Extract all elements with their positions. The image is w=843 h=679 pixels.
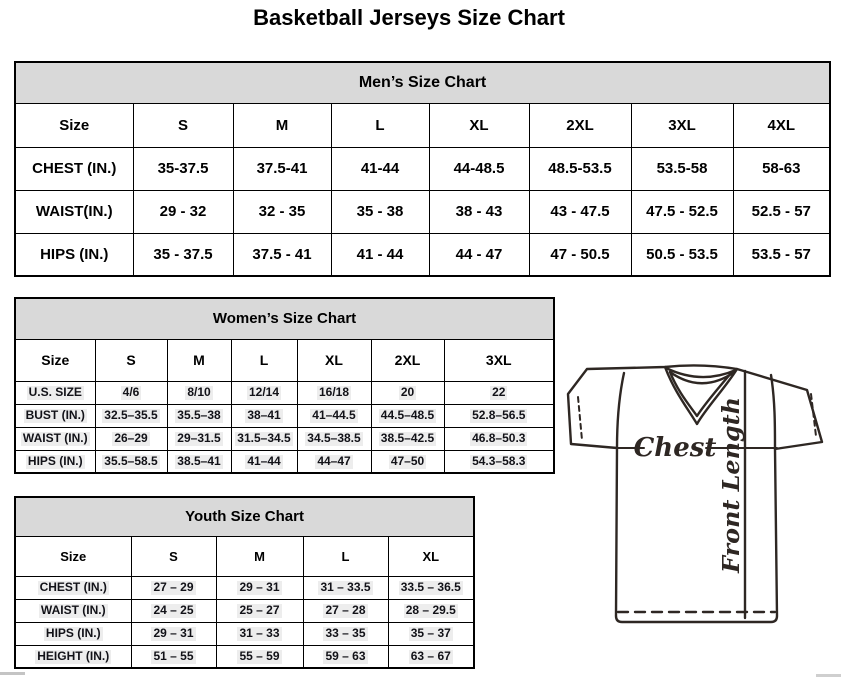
table-cell: 48.5-53.5 — [529, 147, 631, 190]
table-cell: 24 – 25 — [131, 599, 216, 622]
table-cell: 29 – 31 — [131, 622, 216, 645]
table-cell: 35 – 37 — [388, 622, 474, 645]
youth-size-header-cell: XL — [388, 536, 474, 576]
womens-size-header-cell: S — [95, 339, 167, 381]
youth-chart-title-row — [15, 497, 474, 536]
womens-size-chart-table — [14, 297, 555, 474]
table-cell: 58-63 — [733, 147, 830, 190]
youth-waist-row — [15, 599, 474, 622]
mens-hips-row — [15, 233, 830, 276]
chest-label: Chest — [633, 433, 717, 463]
table-cell: 41–44 — [231, 450, 297, 473]
row-label: WAIST (IN.) — [15, 427, 95, 450]
table-cell: 52.8–56.5 — [444, 404, 554, 427]
table-cell: 31.5–34.5 — [231, 427, 297, 450]
table-cell: 28 – 29.5 — [388, 599, 474, 622]
womens-chart-title: Women’s Size Chart — [15, 298, 554, 339]
row-label: CHEST (IN.) — [15, 147, 133, 190]
mens-size-header-cell: 2XL — [529, 103, 631, 147]
womens-size-header-cell: L — [231, 339, 297, 381]
table-cell: 38.5–42.5 — [371, 427, 444, 450]
youth-chest-row — [15, 576, 474, 599]
youth-size-header-cell: L — [303, 536, 388, 576]
front-length-label: Front Length — [718, 403, 745, 573]
table-cell: 16/18 — [297, 381, 371, 404]
table-cell: 38 - 43 — [429, 190, 529, 233]
table-cell: 52.5 - 57 — [733, 190, 830, 233]
table-cell: 8/10 — [167, 381, 231, 404]
womens-size-header-cell: 2XL — [371, 339, 444, 381]
table-cell: 32.5–35.5 — [95, 404, 167, 427]
table-cell: 4/6 — [95, 381, 167, 404]
jersey-diagram-svg — [558, 360, 842, 626]
table-cell: 44 - 47 — [429, 233, 529, 276]
mens-size-chart-table — [14, 61, 831, 277]
table-cell: 35 - 38 — [331, 190, 429, 233]
table-cell: 29–31.5 — [167, 427, 231, 450]
mens-chart-title: Men’s Size Chart — [15, 62, 830, 103]
left-cuff-dashed-line — [578, 397, 582, 440]
table-cell: 38.5–41 — [167, 450, 231, 473]
table-cell: 33.5 – 36.5 — [388, 576, 474, 599]
table-cell: 53.5 - 57 — [733, 233, 830, 276]
mens-size-header-cell: 3XL — [631, 103, 733, 147]
youth-chart-title: Youth Size Chart — [15, 497, 474, 536]
mens-waist-row — [15, 190, 830, 233]
row-label: CHEST (IN.) — [15, 576, 131, 599]
table-cell: 35.5–58.5 — [95, 450, 167, 473]
table-cell: 41 - 44 — [331, 233, 429, 276]
table-cell: 35 - 37.5 — [133, 233, 233, 276]
youth-size-header-cell: M — [216, 536, 303, 576]
table-cell: 35.5–38 — [167, 404, 231, 427]
table-cell: 44-48.5 — [429, 147, 529, 190]
hscrollbar-left-fragment[interactable] — [0, 672, 25, 675]
table-cell: 50.5 - 53.5 — [631, 233, 733, 276]
table-cell: 43 - 47.5 — [529, 190, 631, 233]
table-cell: 51 – 55 — [131, 645, 216, 668]
womens-size-header-cell: 3XL — [444, 339, 554, 381]
table-cell: 26–29 — [95, 427, 167, 450]
mens-chart-title-row — [15, 62, 830, 103]
table-cell: 25 – 27 — [216, 599, 303, 622]
row-label: WAIST (IN.) — [15, 599, 131, 622]
table-cell: 33 – 35 — [303, 622, 388, 645]
row-label: HIPS (IN.) — [15, 622, 131, 645]
womens-bust-row — [15, 404, 554, 427]
table-cell: 32 - 35 — [233, 190, 331, 233]
table-cell: 47.5 - 52.5 — [631, 190, 733, 233]
youth-size-header-cell: S — [131, 536, 216, 576]
youth-size-header-row — [15, 536, 474, 576]
mens-size-header-cell: S — [133, 103, 233, 147]
womens-waist-row — [15, 427, 554, 450]
table-cell: 20 — [371, 381, 444, 404]
mens-size-header-cell: XL — [429, 103, 529, 147]
table-cell: 47–50 — [371, 450, 444, 473]
table-cell: 59 – 63 — [303, 645, 388, 668]
mens-size-header-cell: 4XL — [733, 103, 830, 147]
table-cell: 63 – 67 — [388, 645, 474, 668]
jersey-measurement-diagram — [558, 360, 842, 626]
table-cell: 29 - 32 — [133, 190, 233, 233]
mens-size-header-cell: Size — [15, 103, 133, 147]
womens-chart-title-row — [15, 298, 554, 339]
page-title: Basketball Jerseys Size Chart — [253, 5, 565, 30]
mens-size-header-cell: M — [233, 103, 331, 147]
row-label: HIPS (IN.) — [15, 450, 95, 473]
jersey-outline — [568, 365, 822, 622]
row-label: U.S. SIZE — [15, 381, 95, 404]
table-cell: 22 — [444, 381, 554, 404]
table-cell: 12/14 — [231, 381, 297, 404]
table-cell: 44.5–48.5 — [371, 404, 444, 427]
table-cell: 44–47 — [297, 450, 371, 473]
womens-size-header-cell: Size — [15, 339, 95, 381]
table-cell: 27 – 29 — [131, 576, 216, 599]
womens-size-header-row — [15, 339, 554, 381]
womens-size-header-cell: XL — [297, 339, 371, 381]
table-cell: 41-44 — [331, 147, 429, 190]
table-cell: 41–44.5 — [297, 404, 371, 427]
mens-size-header-cell: L — [331, 103, 429, 147]
table-cell: 55 – 59 — [216, 645, 303, 668]
womens-hips-row — [15, 450, 554, 473]
hscrollbar-right-fragment[interactable] — [816, 674, 841, 677]
table-cell: 27 – 28 — [303, 599, 388, 622]
table-cell: 38–41 — [231, 404, 297, 427]
row-label: WAIST(IN.) — [15, 190, 133, 233]
womens-us-size-row — [15, 381, 554, 404]
table-cell: 34.5–38.5 — [297, 427, 371, 450]
youth-height-row — [15, 645, 474, 668]
mens-chest-row — [15, 147, 830, 190]
youth-size-chart-table — [14, 496, 475, 669]
table-cell: 35-37.5 — [133, 147, 233, 190]
table-cell: 29 – 31 — [216, 576, 303, 599]
youth-hips-row — [15, 622, 474, 645]
table-cell: 46.8–50.3 — [444, 427, 554, 450]
mens-size-header-row — [15, 103, 830, 147]
table-cell: 54.3–58.3 — [444, 450, 554, 473]
table-cell: 37.5-41 — [233, 147, 331, 190]
row-label: BUST (IN.) — [15, 404, 95, 427]
table-cell: 31 – 33 — [216, 622, 303, 645]
table-cell: 53.5-58 — [631, 147, 733, 190]
youth-size-header-cell: Size — [15, 536, 131, 576]
right-armhole-seam — [771, 375, 775, 449]
row-label: HIPS (IN.) — [15, 233, 133, 276]
table-cell: 47 - 50.5 — [529, 233, 631, 276]
left-armhole-seam — [617, 373, 624, 448]
table-cell: 37.5 - 41 — [233, 233, 331, 276]
womens-size-header-cell: M — [167, 339, 231, 381]
table-cell: 31 – 33.5 — [303, 576, 388, 599]
row-label: HEIGHT (IN.) — [15, 645, 131, 668]
